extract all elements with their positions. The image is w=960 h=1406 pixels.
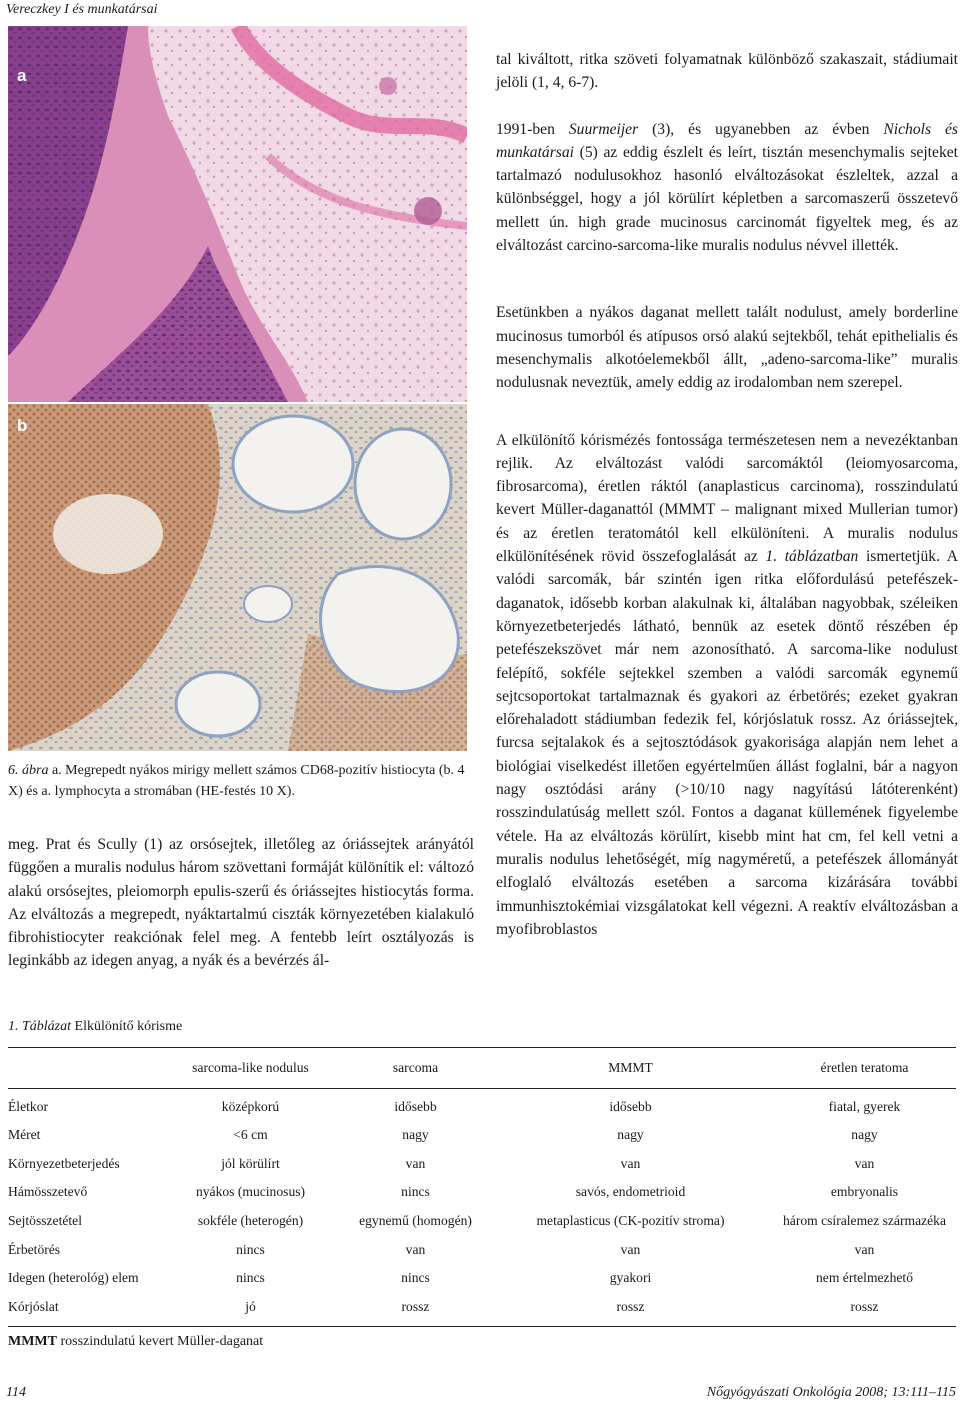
table-row xyxy=(8,1235,956,1264)
footnote-abbreviation: MMMT xyxy=(8,1334,57,1349)
table-row xyxy=(8,1207,956,1236)
table-cell: nincs xyxy=(401,1270,430,1286)
caption-text: a. Megrepedt nyákos mirigy mellett számos CD68-pozitív histiocyta (b. 4 X) és a. lymphocyta a stromában (HE-festés 10 X). xyxy=(8,763,465,799)
journal-citation: Nőgyógyászati Onkológia 2008; 13:111–115 xyxy=(706,1385,956,1400)
running-head: Vereczkey I és munkatársai xyxy=(6,2,158,17)
paragraph-1: tal kiváltott, ritka szöveti folyamatnak különböző szakaszait, stádiumait jelöli (1, 4, 6-7). xyxy=(496,51,958,92)
table-row xyxy=(8,1150,956,1179)
table-cell: van xyxy=(854,1241,875,1257)
table-cell: metaplasticus (CK-pozitív stroma) xyxy=(536,1213,725,1229)
table-row xyxy=(8,1088,956,1121)
table-cell: nagy xyxy=(617,1127,644,1143)
row-label: Méret xyxy=(8,1127,41,1143)
table-cell: van xyxy=(620,1241,641,1257)
row-label: Érbetörés xyxy=(8,1241,61,1257)
table-header-cell: sarcoma-like nodulus xyxy=(192,1060,309,1075)
row-label: Környezetbeterjedés xyxy=(8,1155,120,1171)
table-header-cell: sarcoma xyxy=(392,1060,439,1075)
caption-label: 6. ábra xyxy=(8,763,49,778)
table-cell: nincs xyxy=(236,1241,265,1257)
paragraph-4: A elkülönítő kórismézés fontossága természetesen nem a nevezéktanban rejlik. Az elváltozást valódi sarcomáktól (leiomyosarcoma, fibrosarcoma), éretlen ráktól (anaplasticus carcinoma), rosszindulatú kevert Müller-daganattól (MMMT – malignant mixed Mullerian tumor) és az éretlen teratomától kell elkülöníteni. A muralis nodulus elkülönítésének rövid összefoglalását az 1. táblázatban ismertetjük. A valódi sarcomák, bár szintén igen ritka előfordulású petefészek-daganatok, idősebb korban alakulnak ki, általában nagyobbak, széleiken környezetbeterjedés látható, bennük az esetek döntő részében ép petefészekszövet már nem azonosítható. A sarcoma-like nodulust felépítő, sokféle sejtekkel szemben a valódi sarcomák egynemű sejtcsoportokat tartalmaznak és gyakori az érbetörés; ezeket gyakran előrehaladott stádiumban fedezik fel, kórjóslatuk rossz. Az óriássejtek, furcsa sejtalakok és a sejtosztódások gyakorisága alapján nem lehet a biológiai viselkedést illetően egyértelműen állást foglalni, bár a nagyon nagy osztódási arány (>10/10 nagy nagyítású látóterenként) rosszindulatúság mellett szól. Fontos a daganat küllemének figyelembe vétele. Ha az elváltozás körülírt, kisebb mint hat cm, fel kell vetni a muralis nodulus lehetőségét, míg nagyméretű, a petefészek állományát elfoglaló elváltozás esetében a sarcoma kizárására további immunhisztokémiai vizsgálatokat kell végezni. A reaktív elváltozásban a myofibroblastos xyxy=(496,431,958,938)
figure-caption xyxy=(8,760,468,802)
paragraph-2: 1991-ben Suurmeijer (3), és ugyanebben az évben Nichols és munkatársai (5) az eddig észlelt és leírt, tisztán mesenchymalis sejteket tartalmazó nodulusokhoz hasonló elváltozásokat észleltek, azzal a különbséggel, hogy a jól körülírt képletben a sarcomaszerű összetevő mellett ún. high grade mucinosus carcinomát figyeltek meg, és az elváltozást carcino-sarcoma-like muralis nodulus névvel illették. xyxy=(496,120,958,255)
author-suurmeijer: Suurmeijer xyxy=(568,120,639,138)
table-title-label: 1. Táblázat xyxy=(8,1019,72,1034)
table-cell: középkorú xyxy=(221,1098,280,1114)
paragraph-3: Esetünkben a nyákos daganat mellett talált nodulust, amely borderline mucinosus tumorból és atípusos orsó alakú sejtekből, tehát epithelialis és mesenchymalis alkotóelemekből állt, „adeno-sarcoma-like” muralis nodulusnak neveztük, amely eddig az irodalomban nem szerepel. xyxy=(496,304,958,392)
table-row xyxy=(8,1121,956,1150)
table-cell: gyakori xyxy=(609,1270,652,1286)
panel-b-label: b xyxy=(17,416,28,435)
cd68-immunostain-micrograph xyxy=(8,404,467,751)
page-number: 114 xyxy=(6,1385,26,1400)
left-column-paragraph: meg. Prat és Scully (1) az orsósejtek, illetőleg az óriássejtek arányától függően a muralis nodulus három szövettani formáját különítik el: változó alakú orsósejtes, pleiomorph epulis-szerű és óriássejtes histiocytás forma. Az elváltozás a megrepedt, nyáktartalmú ciszták környezetében kialakuló fibrohistiocyter reakciónak felel meg. A fentebb leírt osztályozás is leginkább az idegen anyag, a nyák és a bevérzés ál- xyxy=(8,836,474,970)
table-footnote xyxy=(8,1334,263,1350)
table-cell: van xyxy=(405,1241,426,1257)
table-rule-bottom xyxy=(8,1326,956,1327)
row-label: Kórjóslat xyxy=(8,1298,59,1314)
table-cell: egynemű (homogén) xyxy=(359,1213,472,1229)
figure-panel-a xyxy=(8,26,467,402)
table-cell: nagy xyxy=(402,1127,429,1143)
differential-diagnosis-table xyxy=(8,1048,956,1321)
table-header-row xyxy=(8,1048,956,1088)
table-cell: nagy xyxy=(851,1127,878,1143)
table-cell: idősebb xyxy=(609,1098,652,1114)
table-row xyxy=(8,1264,956,1293)
table-cell: idősebb xyxy=(394,1098,437,1114)
table-cell: nyákos (mucinosus) xyxy=(195,1184,306,1200)
table-cell: nincs xyxy=(401,1184,430,1200)
he-stain-micrograph xyxy=(8,26,467,402)
table-cell: három csíralemez származéka xyxy=(782,1213,947,1229)
table-header-cell: MMMT xyxy=(608,1060,653,1075)
table-cell: jó xyxy=(245,1298,256,1314)
table-cell: van xyxy=(405,1155,426,1171)
row-label: Életkor xyxy=(8,1098,49,1114)
table-cell: <6 cm xyxy=(233,1127,268,1143)
footnote-text: rosszindulatú kevert Müller-daganat xyxy=(56,1334,264,1349)
table-cell: nem értelmezhető xyxy=(816,1270,913,1286)
row-label: Hámösszetevő xyxy=(8,1184,88,1200)
table-title-text: Elkülönítő kórisme xyxy=(71,1019,183,1034)
author-nichols: Nichols és munkatársai xyxy=(496,120,958,161)
table-header-cell xyxy=(8,1048,158,1088)
figure-panel-b xyxy=(8,404,467,751)
table-cell: rossz xyxy=(850,1298,879,1314)
row-label: Sejtösszetétel xyxy=(8,1213,82,1229)
table-cell: sokféle (heterogén) xyxy=(197,1213,304,1229)
table-row xyxy=(8,1293,956,1322)
table-cell: van xyxy=(620,1155,641,1171)
right-column xyxy=(496,48,958,941)
table-title xyxy=(8,1019,182,1035)
table-row xyxy=(8,1178,956,1207)
table-cell: rossz xyxy=(401,1298,430,1314)
table-cell: embryonalis xyxy=(830,1184,899,1200)
table-cell: van xyxy=(854,1155,875,1171)
table-cell: nincs xyxy=(236,1270,265,1286)
table-cell: fiatal, gyerek xyxy=(828,1098,901,1114)
row-label: Idegen (heterológ) elem xyxy=(8,1270,139,1286)
table-reference: 1. táblázatban xyxy=(765,548,859,566)
table-cell: savós, endometrioid xyxy=(575,1184,686,1200)
panel-a-label: a xyxy=(17,66,27,85)
table-cell: rossz xyxy=(616,1298,645,1314)
table-header-cell: éretlen teratoma xyxy=(820,1060,909,1075)
left-column xyxy=(8,833,474,973)
table-cell: jól körülírt xyxy=(221,1155,280,1171)
